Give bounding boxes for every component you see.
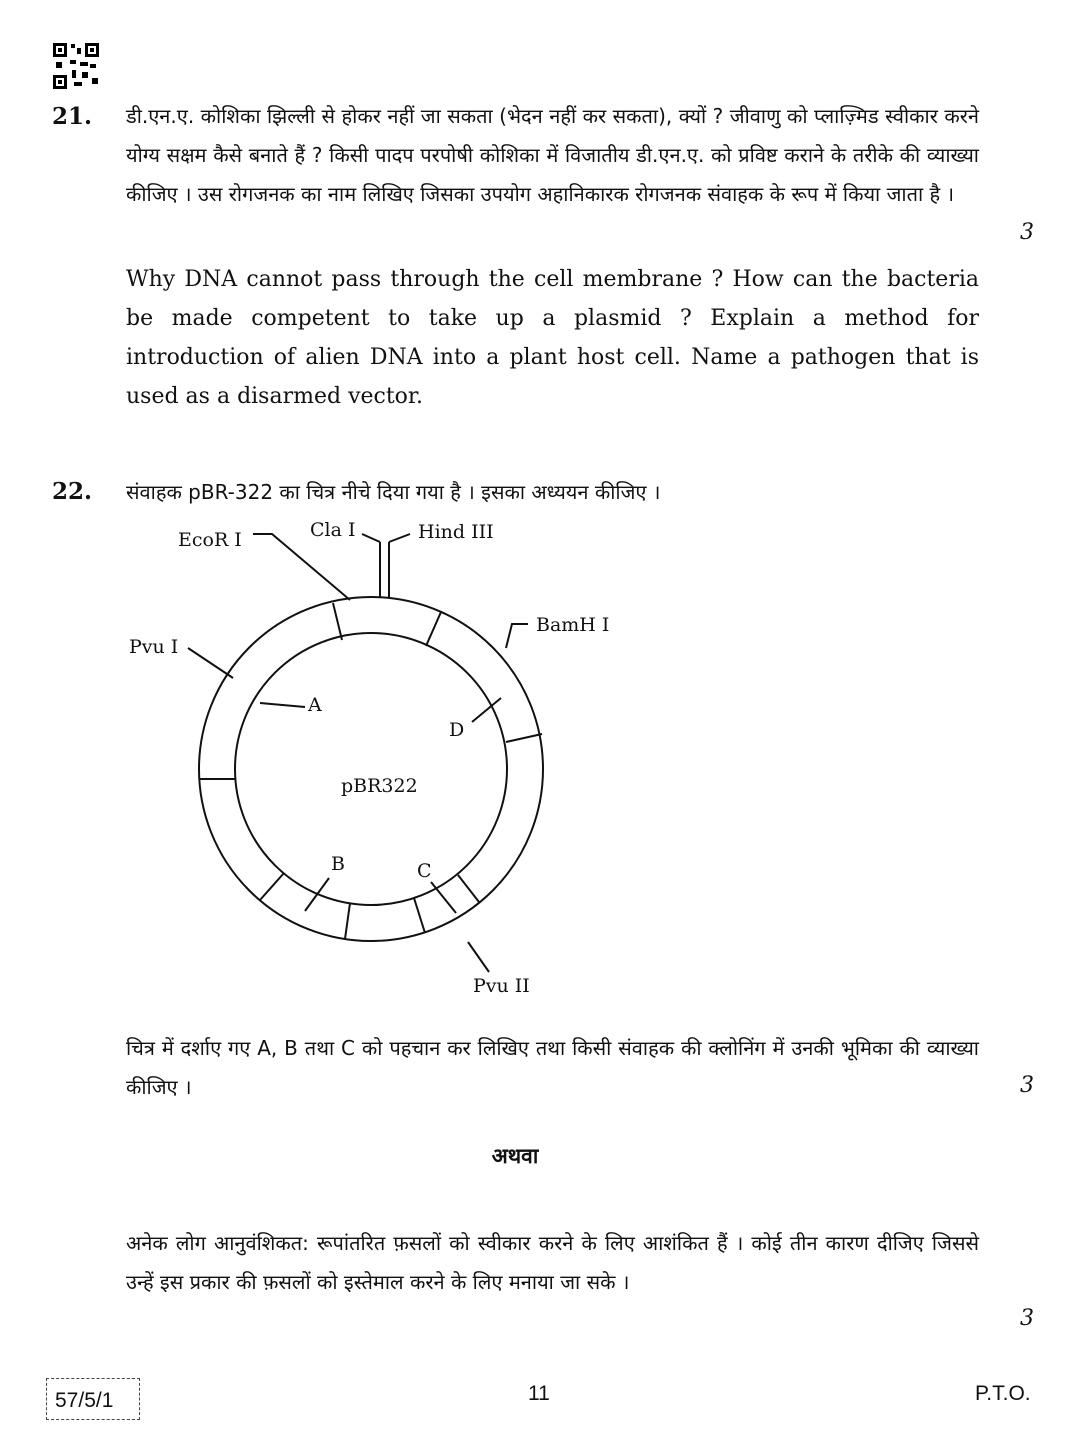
- marker-a-line: [260, 703, 305, 707]
- question-22-number: 22.: [52, 478, 93, 505]
- segment-divider: [260, 873, 284, 900]
- question-22-alt-marks: 3: [1020, 1306, 1034, 1331]
- site-hindiii-label: Hind III: [418, 521, 494, 543]
- marker-c-line: [431, 882, 456, 913]
- paper-code-box: [46, 1378, 140, 1420]
- bamhi-leader: [506, 624, 528, 648]
- question-21-marks: 3: [1020, 220, 1034, 245]
- segment-divider: [345, 903, 350, 939]
- segment-divider: [426, 612, 441, 646]
- plasmid-center-label: pBR322: [341, 775, 418, 797]
- segment-divider: [333, 603, 342, 640]
- segment-divider: [506, 734, 542, 742]
- paper-code: 57/5/1: [55, 1389, 114, 1412]
- site-pvui-label: Pvu I: [129, 636, 179, 658]
- pvuii-leader: [468, 942, 489, 972]
- question-21-hindi: डी.एन.ए. कोशिका झिल्ली से होकर नहीं जा सकता (भेदन नहीं कर सकता), क्यों ? जीवाणु को प्लाज़्मिड स्वीकार करने योग्य सक्षम कैसे बनाते हैं ? किसी पादप परपोषी कोशिका में विजातीय डी.एन.ए. को प्रविष्ट कराने के तरीके की व्याख्या कीजिए । उस रोगजनक का नाम लिखिए जिसका उपयोग अहानिकारक रोगजनक संवाहक के रूप में किया जाता है ।: [126, 104, 979, 206]
- site-clai-label: Cla I: [310, 519, 356, 541]
- question-22-intro: संवाहक pBR-322 का चित्र नीचे दिया गया है । इसका अध्ययन कीजिए ।: [126, 480, 661, 504]
- segment-divider: [414, 898, 425, 933]
- plasmid-outer-ring: [199, 597, 543, 941]
- site-bamhi-label: BamH I: [536, 614, 610, 636]
- question-22-marks: 3: [1020, 1073, 1034, 1098]
- plasmid-inner-ring: [235, 633, 507, 905]
- pto-label: P.T.O.: [975, 1382, 1031, 1405]
- site-pvuii-label: Pvu II: [473, 975, 530, 997]
- marker-b-label: B: [331, 853, 345, 875]
- question-22-alternative: अनेक लोग आनुवंशिकत: रूपांतरित फ़सलों को स्वीकार करने के लिए आशंकित हैं । कोई तीन कारण दीजिए जिससे उन्हें इस प्रकार की फ़सलों को इस्तेमाल करने के लिए मनाया जा सके ।: [126, 1231, 979, 1294]
- pvui-leader: [188, 648, 233, 678]
- marker-d-label: D: [449, 719, 465, 741]
- clai-leader-tick: [362, 534, 380, 542]
- ecori-leader: [253, 534, 350, 600]
- marker-c-label: C: [417, 860, 432, 882]
- or-heading: अथवा: [491, 1144, 539, 1168]
- question-21-number: 21.: [52, 103, 93, 130]
- hindiii-leader-tick: [389, 534, 410, 542]
- segment-divider: [458, 875, 479, 902]
- site-ecori-label: EcoR I: [178, 529, 242, 551]
- page-number: 11: [528, 1382, 550, 1405]
- question-21-english: Why DNA cannot pass through the cell membrane ? How can the bacteria be made competent to take up a plasmid ? Explain a method for introduction of alien DNA into a plant host cell. Name a pathogen that is used as a disarmed vector.: [126, 267, 979, 409]
- marker-b-line: [305, 878, 329, 911]
- marker-a-label: A: [308, 694, 322, 716]
- question-22-text: चित्र में दर्शाए गए A, B तथा C को पहचान कर लिखिए तथा किसी संवाहक की क्लोनिंग में उनकी भूमिका की व्याख्या कीजिए ।: [126, 1036, 979, 1099]
